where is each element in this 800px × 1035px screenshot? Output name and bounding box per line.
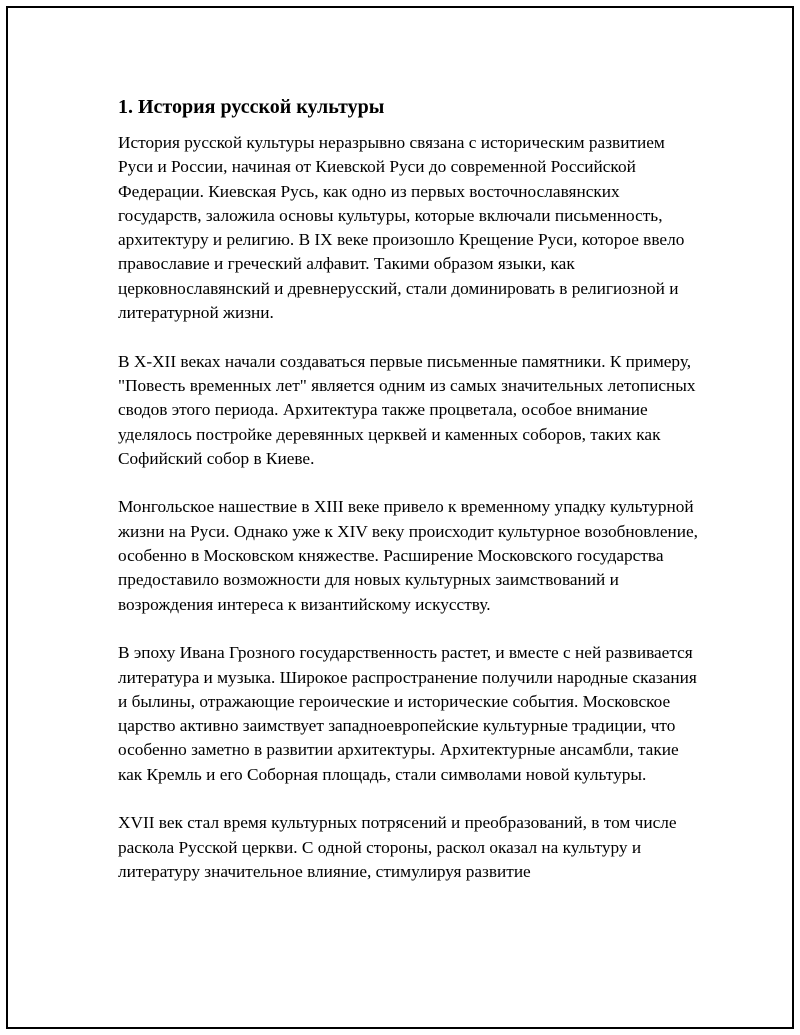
paragraph-ivan-the-terrible: В эпоху Ивана Грозного государственность растет, и вместе с ней развивается литература и музыка. Широкое распространение получили народные сказания и былины, отражающие героические и исторические события. Московское царство активно заимствует западноевропейские культурные традиции, что особенно заметно в развитии архитектуры. Архитектурные ансамбли, такие как Кремль и его Соборная площадь, стали символами новой культуры. <box>118 643 697 784</box>
paragraph-mongol-invasion: Монгольское нашествие в XIII веке привело к временному упадку культурной жизни на Руси. Однако уже к XIV веку происходит культурное возобновление, особенно в Московском княжестве. Расширение Московского государства предоставило возможности для новых культурных заимствований и возрождения интереса к византийскому искусству. <box>118 497 698 614</box>
paragraph-early-monuments: В X-XII веках начали создаваться первые письменные памятники. К примеру, "Повесть временных лет" является одним из самых значительных летописных сводов этого периода. Архитектура также процветала, особое внимание уделялось постройке деревянных церквей и каменных соборов, таких как Софийский собор в Киеве. <box>118 351 696 468</box>
paragraph-kievan-rus: История русской культуры неразрывно связана с историческим развитием Руси и России, начиная от Киевской Руси до современной Российской Федерации. Киевская Русь, как одно из первых восточнославянских государств, заложила основы культуры, которые включали письменность, архитектуру и религию. В IX веке произошло Крещение Руси, которое ввело православие и греческий алфавит. Такими образом языки, как церковнославянский и древнерусский, стали доминировать в религиозной и литературной жизни. <box>118 133 685 323</box>
paragraph-seventeenth-century: XVII век стал время культурных потрясений и преобразований, в том числе раскола Русской церкви. С одной стороны, раскол оказал на культуру и литературу значительное влияние, стимулируя развитие <box>118 813 677 881</box>
document-body <box>118 94 698 909</box>
section-heading: 1. История русской культуры <box>118 96 385 118</box>
